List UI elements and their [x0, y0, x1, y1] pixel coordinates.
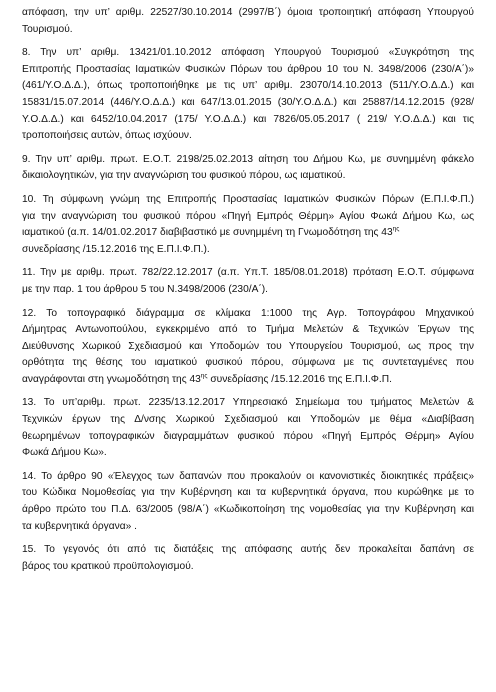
paragraph-9 — [22, 152, 474, 185]
text-line: 15831/15.07.2014 (446/Υ.Ο.Δ.Δ.) και 647/13.01.2015 (30/Υ.Ο.Δ.Δ.) και 25887/14.12.2015 (928/ — [22, 96, 474, 108]
paragraph-10 — [22, 192, 474, 258]
text-line: Δήμητρας Αντωνοπούλου, εγκεκριμένο από το Τμήμα Μελετών & Τεχνικών Έργων της — [22, 324, 474, 336]
paragraph-15 — [22, 542, 474, 575]
text-line: τα κυβερνητικά όργανα» . — [22, 520, 137, 532]
text-line: απόφαση, την υπ’ αριθμ. 22527/30.10.2014 (2997/Β΄) όμοια τροποιητική απόφαση Υπουργού — [22, 7, 474, 18]
paragraph-8 — [22, 45, 474, 145]
text-line: δικαιολογητικών, για την αναγνώριση του φυσικού πόρου, ως ιαματικού. — [22, 170, 346, 182]
text-line: βάρος του κρατικού προϋπολογισμού. — [22, 560, 194, 572]
text-line: Τουρισμού. — [22, 23, 73, 35]
text-line: ορθότητα της θέσης του ιαματικού φυσικού πόρου, σύμφωνα με τις συντεταγμένες που — [22, 357, 474, 369]
text-line-with-superscript — [22, 225, 474, 242]
text-line: (461/Υ.Ο.Δ.Δ.), όπως τροποποιήθηκε με τις υπ’ αριθμ. 23070/14.10.2013 (511/Υ.Ο.Δ.Δ.) και — [22, 80, 474, 92]
text-line: 11. Την με αριθμ. πρωτ. 782/22.12.2017 (α.π. Υπ.Τ. 185/08.01.2018) πρόταση Ε.Ο.Τ. σύμφωνα — [22, 267, 474, 279]
text-line: Υ.Ο.Δ.Δ.) και 6452/10.04.2017 (175/ Υ.Ο.Δ.Δ.) και 7826/05.05.2017 ( 219/ Υ.Ο.Δ.Δ.) και τις — [22, 113, 474, 125]
text-line: 13. Το υπ’αριθμ. πρωτ. 2235/13.12.2017 Υπηρεσιακό Σημείωμα του τμήματος Μελετών & — [22, 397, 474, 409]
text-line: άρθρο πρώτο του Π.Δ. 63/2005 (98/Α΄) «Κωδικοποίηση της νομοθεσίας για την Κυβέρνηση και — [22, 504, 474, 516]
text-line: 14. Το άρθρο 90 «Έλεγχος των δαπανών που προκαλούν οι κανονιστικές διοικητικές πράξεις» — [22, 470, 474, 482]
text-run: συνεδρίασης /15.12.2016 της Ε.Π.Ι.Φ.Π. — [210, 373, 392, 385]
text-line: για την αναγνώριση του φυσικού πόρου «Πηγή Εμπρός Θέρμη» Αγίου Φωκά Δήμου Κω, ως — [22, 210, 474, 222]
text-line: 15. Το γεγονός ότι από τις διατάξεις της απόφασης αυτής δεν προκαλείται δαπάνη σε — [22, 544, 474, 556]
text-line: τροποποιήσεις αυτών, όπως ισχύουν. — [22, 130, 192, 142]
text-line: με την παρ. 1 του άρθρου 5 του Ν.3498/2006 (230/Α΄). — [22, 283, 268, 295]
text-line: Φωκά Δήμου Κω». — [22, 447, 107, 459]
text-line: συνεδρίασης /15.12.2016 της Ε.Π.Ι.Φ.Π.). — [22, 243, 210, 255]
paragraph-13 — [22, 395, 474, 461]
text-line: 12. Το τοπογραφικό διάγραμμα σε κλίμακα 1:1000 της Αγρ. Τοπογράφου Μηχανικού — [22, 307, 474, 319]
text-line: του Κώδικα Νομοθεσίας για την Κυβέρνηση και τα κυβερνητικά όργανα, που κυρώθηκε με το — [22, 487, 474, 499]
text-line: Διεύθυνσης Χωρικού Σχεδιασμού και Υποδομών του Υπουργείου Τουρισμού, ως προς την — [22, 340, 474, 352]
text-line: 8. Την υπ’ αριθμ. 13421/01.10.2012 απόφαση Υπουργού Τουρισμού «Συγκρότηση της — [22, 47, 474, 59]
superscript: ης — [392, 225, 400, 233]
paragraph-14 — [22, 469, 474, 535]
text-line: Τεχνικών έργων της Δ/νσης Χωρικού Σχεδιασμού και Υποδομών με θέμα «Διαβίβαση — [22, 414, 474, 426]
paragraph-7-continued — [22, 5, 474, 38]
text-line: Επιτροπής Προστασίας Ιαματικών Φυσικών Πόρων του άρθρου 10 του Ν. 3498/2006 (230/Α΄)» — [22, 63, 474, 75]
text-line: θεωρημένων τοπογραφικών διαγραμμάτων φυσικού πόρου «Πηγή Εμπρός Θέρμη» Αγίου — [22, 430, 474, 442]
paragraph-11 — [22, 265, 474, 298]
text-run: αναγράφονται στη γνωμοδότηση της 43 — [22, 373, 201, 385]
text-line-with-superscript — [22, 372, 474, 389]
text-run: ιαματικού (α.π. 14/01.02.2017 διαβιβαστικό με συνημμένη τη Γνωμοδότηση της 43 — [22, 227, 393, 239]
text-line: 10. Τη σύμφωνη γνώμη της Επιτροπής Προστασίας Ιαματικών Φυσικών Πόρων (Ε.Π.Ι.Φ.Π.) — [22, 193, 474, 205]
superscript: ης — [200, 372, 208, 380]
text-line: 9. Την υπ’ αριθμ. πρωτ. Ε.Ο.Τ. 2198/25.02.2013 αίτηση του Δήμου Κω, με συνημμένη φάκελο — [22, 153, 474, 165]
paragraph-12 — [22, 306, 474, 389]
